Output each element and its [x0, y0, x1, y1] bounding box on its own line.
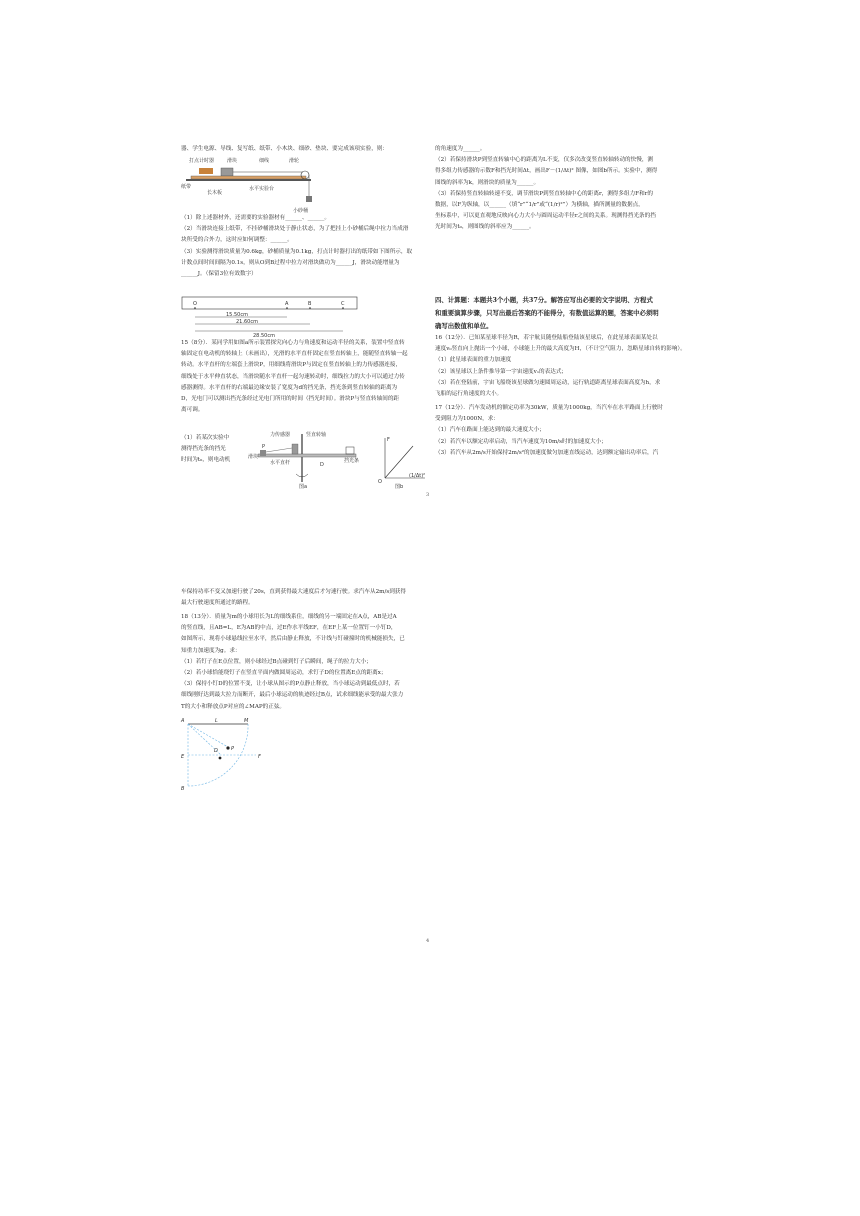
- dim-oc: 28.50cm: [253, 333, 275, 338]
- text-line: （3）保持小钉D的位置不变，让小球从图示的P点静止释放，当小球运动到最低点时，若: [181, 681, 400, 688]
- heading-line: 四、计算题：本题共3个小题，共37分。解答应写出必要的文字说明、方程式: [435, 296, 653, 304]
- thread-line: [266, 448, 292, 452]
- question-15: [181, 338, 431, 416]
- point-c: C: [341, 301, 345, 307]
- text-line: 16（12分）．已知某星球半径为R，若宇航员随登陆船登陆该星球后，在此星球表面某处以: [435, 335, 658, 341]
- thread-to-p: [188, 724, 228, 747]
- page-number: 3: [426, 492, 430, 498]
- text-line: 感器测得。水平直杆的右端最边缘安装了宽度为d的挡光条，挡光条到竖直转轴的距离为: [181, 384, 398, 391]
- swing-arc: [188, 724, 248, 786]
- sensor-icon: [292, 444, 298, 454]
- text-line: 测得挡光条的挡光: [181, 446, 226, 453]
- point-a: A: [285, 301, 289, 307]
- board-label: 长木板: [207, 190, 223, 196]
- slider-label: 滑块: [248, 454, 259, 460]
- text-line: （3）若汽车从2m/s开始保持2m/s²的加速度做匀加速直线运动，达到额定输出功率后，汽: [435, 449, 659, 456]
- heading-line: 和重要演算步骤，只写出最后答案的不能得分，有数值运算的题，答案中必须明: [435, 308, 659, 317]
- question-18-figure: [178, 714, 268, 794]
- bucket-icon: [306, 196, 312, 202]
- photogate-icon: [346, 447, 354, 454]
- length-l-label: L: [215, 718, 218, 724]
- question-16: [435, 333, 695, 400]
- text-line: 15（8分）．某同学用如图a所示装置探究向心力与角速度和运动半径的关系，装置中竖直转: [181, 340, 405, 346]
- figure-b-graph: [375, 434, 430, 490]
- text-line: 轴固定在电动机的转轴上（未画出），光滑的水平直杆固定在竖直转轴上，能随竖直转轴一起: [181, 351, 408, 358]
- text-line: 受到阻力为1000N，求：: [435, 416, 499, 423]
- dim-ob: 21.60cm: [236, 319, 258, 325]
- text-line: 速度v₀竖直向上抛出一个小球，小球能上升的最大高度为H，（不计空气阻力，忽略星球自转的影响）。: [435, 346, 686, 353]
- timer-icon: [199, 168, 213, 174]
- slider-block: [260, 450, 266, 456]
- text-line: 车保持功率不变又加速行驶了20s，直到获得最大速度后才匀速行驶。求汽车从2m/s到获得: [181, 589, 406, 595]
- text-line: 时间为t₀，则电动机: [181, 457, 231, 464]
- dot-b: [309, 307, 311, 309]
- text-line: （1）此星球表面的重力加速度: [435, 357, 512, 364]
- upper-left-intro: [181, 144, 421, 155]
- text-line: 块所受的合外力，这时应如何调整：______。: [181, 237, 293, 244]
- slider-label: 滑块: [227, 158, 238, 164]
- cart-experiment-figure: [181, 156, 331, 218]
- nail-d: [219, 757, 222, 760]
- origin-label: O: [378, 479, 382, 485]
- figure-a-rotating-rod: [248, 430, 373, 490]
- axis-label: 竖直转轴: [306, 432, 327, 438]
- board-shape: [191, 176, 306, 179]
- question-15-part1: [181, 433, 251, 467]
- text-line: 飞船的运行角速度的大小。: [435, 391, 503, 398]
- text-line: （1）汽车在路面上能达到的最大速度大小；: [435, 427, 545, 434]
- table-label: 水平实验台: [249, 186, 275, 192]
- page-number: 4: [426, 938, 430, 944]
- text-line: D，光电门可以测出挡光条经过光电门所用的时间（挡光时间）。滑块P与竖直转轴间的距: [181, 396, 400, 403]
- table-shape: [186, 179, 311, 181]
- point-m-label: M: [244, 718, 249, 724]
- text-line: 器、学生电源、导线、复写纸、纸带、小木块、细砂、垫块、要完成该项实验，则：: [181, 146, 388, 152]
- text-line: 数据，以F为纵轴，以______（填“r”“1/r”或“(1/r)²”）为横轴，描所测量的数据点，: [435, 202, 644, 209]
- question-17: [435, 403, 695, 459]
- text-line: （1）若某次实验中: [181, 435, 230, 441]
- text-line: （1）若钉子在E点位置，则小球经过B点碰到钉子后瞬间，绳子的拉力大小；: [181, 658, 372, 665]
- section-4-heading: [435, 294, 695, 332]
- text-line: 最大行驶速度所通过的路程。: [181, 600, 254, 607]
- text-line: （2）若汽车以额定功率启动，当汽车速度为10m/s时的加速度大小；: [435, 438, 607, 445]
- rod-shape: [258, 454, 356, 457]
- dim-oa: 15.50cm: [226, 312, 248, 318]
- dot-c: [342, 307, 344, 309]
- text-line: 计数点间时间间隔为0.1s，则从O到B过程中拉力对滑块做功为______J，滑块动能增量为: [181, 259, 400, 266]
- bucket-label: 小砂桶: [293, 208, 309, 214]
- slider-block: [221, 168, 233, 176]
- text-line: 转动。水平直杆的左端套上滑块P，用细线将滑块P与固定在竖直转轴上的力传感器连接，: [181, 362, 402, 369]
- tape-rect: [182, 297, 357, 309]
- text-line: ______J。（保留3位有效数字）: [181, 271, 257, 278]
- sensor-label: 力传感器: [270, 432, 291, 438]
- text-line: 细线处于水平伸直状态，当滑块随水平直杆一起匀速转动时，细线拉力的大小可以通过力传: [181, 373, 405, 380]
- d-label: D: [320, 462, 324, 468]
- timer-label: 打点计时器: [189, 158, 215, 164]
- text-line: 18（13分）．质量为m的小球用长为L的细线系住，细线的另一端固定在A点，AB是过A: [181, 614, 397, 620]
- text-line: （2）当滑块连接上纸带，不挂砂桶滑块处于静止状态，为了把挂上小砂桶后绳中拉力当成滑: [181, 226, 409, 233]
- point-d-label: D: [214, 748, 218, 754]
- point-a-label: A: [181, 718, 185, 724]
- text-line: 坐标系中，可以更直观地反映向心力大小与圆周运动半径r之间的关系。现测得挡光条的挡: [435, 213, 656, 220]
- p-label: P: [262, 444, 266, 450]
- x-axis-label: (1/Δt)²: [409, 473, 426, 479]
- heading-line: 确写出数值和单位。: [435, 321, 493, 330]
- figure-a-caption: 图a: [299, 484, 308, 490]
- text-line: 的角速度为______。: [435, 146, 486, 152]
- upper-right-column: [435, 144, 695, 234]
- question-17-continued: [181, 587, 431, 609]
- ball-p: [226, 746, 229, 749]
- text-line: 如图所示，现将小球悬线拉至水平，然后由静止释放，不计线与钉碰撞时的机械能损失，已: [181, 636, 405, 643]
- text-line: 离可调。: [181, 407, 204, 414]
- point-b: B: [308, 301, 312, 307]
- paper-tape-figure: [181, 293, 361, 338]
- text-line: （2）若保持滑块P到竖直转轴中心的距离为L不变，仅多次改变竖直转轴转动的快慢，测: [435, 157, 654, 164]
- point-p-label: P: [231, 746, 235, 752]
- text-line: 图线的斜率为k，则滑块的质量为______。: [435, 179, 540, 186]
- point-o: O: [193, 301, 197, 307]
- string-label: 细线: [259, 158, 270, 164]
- text-line: （2）该星球以上条件推导第一宇宙速度v₁的表达式；: [435, 368, 568, 375]
- text-line: 知重力加速度为g。求：: [181, 647, 241, 654]
- text-line: 光时间为t₀，则图线的斜率应为______。: [435, 224, 535, 231]
- text-line: T的大小和释放点P对应的∠MAP的正弦。: [181, 703, 286, 710]
- text-line: （1）除上述器材外，还需要的实验器材有______、______。: [181, 215, 330, 221]
- point-f-label: F: [258, 754, 261, 760]
- pulley-label: 滑轮: [289, 158, 300, 164]
- point-e-label: E: [181, 754, 185, 760]
- upper-left-questions: [181, 213, 431, 280]
- figure-b-caption: 图b: [395, 484, 404, 490]
- dot-o: [194, 307, 196, 309]
- tape-label: 纸带: [181, 184, 192, 190]
- text-line: 细线刚好达到最大拉力而断开，最后小球运动的轨迹经过B点，试求细线能承受的最大张力: [181, 692, 404, 699]
- stop-label: 挡光条: [344, 458, 360, 464]
- text-line: （3）若保持竖直转轴转速不变，调节滑块P到竖直转轴中心的距离r，测得多组力F和r的: [435, 190, 653, 197]
- text-line: （3）实验测得滑块质量为0.6kg，砂桶质量为0.1kg，打点计时器打出的纸带如下图所示，取: [181, 248, 413, 255]
- text-line: （3）若在登陆前，宇宙飞船绕该星球做匀速圆周运动，运行轨道距离星球表面高度为h，求: [435, 379, 661, 386]
- text-line: 17（12分）．汽车发动机的额定功率为30kW，质量为1000kg，当汽车在水平路面上行驶时: [435, 405, 663, 411]
- point-b-label: B: [181, 786, 185, 792]
- text-line: 得多组力传感器的示数F和挡光时间Δt，画出F－(1/Δt)² 图像，如图b所示。实验中，测得: [435, 168, 658, 175]
- y-axis-label: F: [387, 437, 390, 443]
- text-line: 的竖直线，且AB=L，E为AB的中点，过E作水平线EF，在EF上某一位置钉一小钉D，: [181, 625, 397, 632]
- rod-label: 水平直杆: [270, 460, 291, 466]
- question-18: [181, 612, 431, 713]
- dot-a: [286, 307, 288, 309]
- text-line: （2）若小球恰能绕钉子在竖直平面内做圆周运动，求钉子D的位置离E点的距离x；: [181, 670, 387, 677]
